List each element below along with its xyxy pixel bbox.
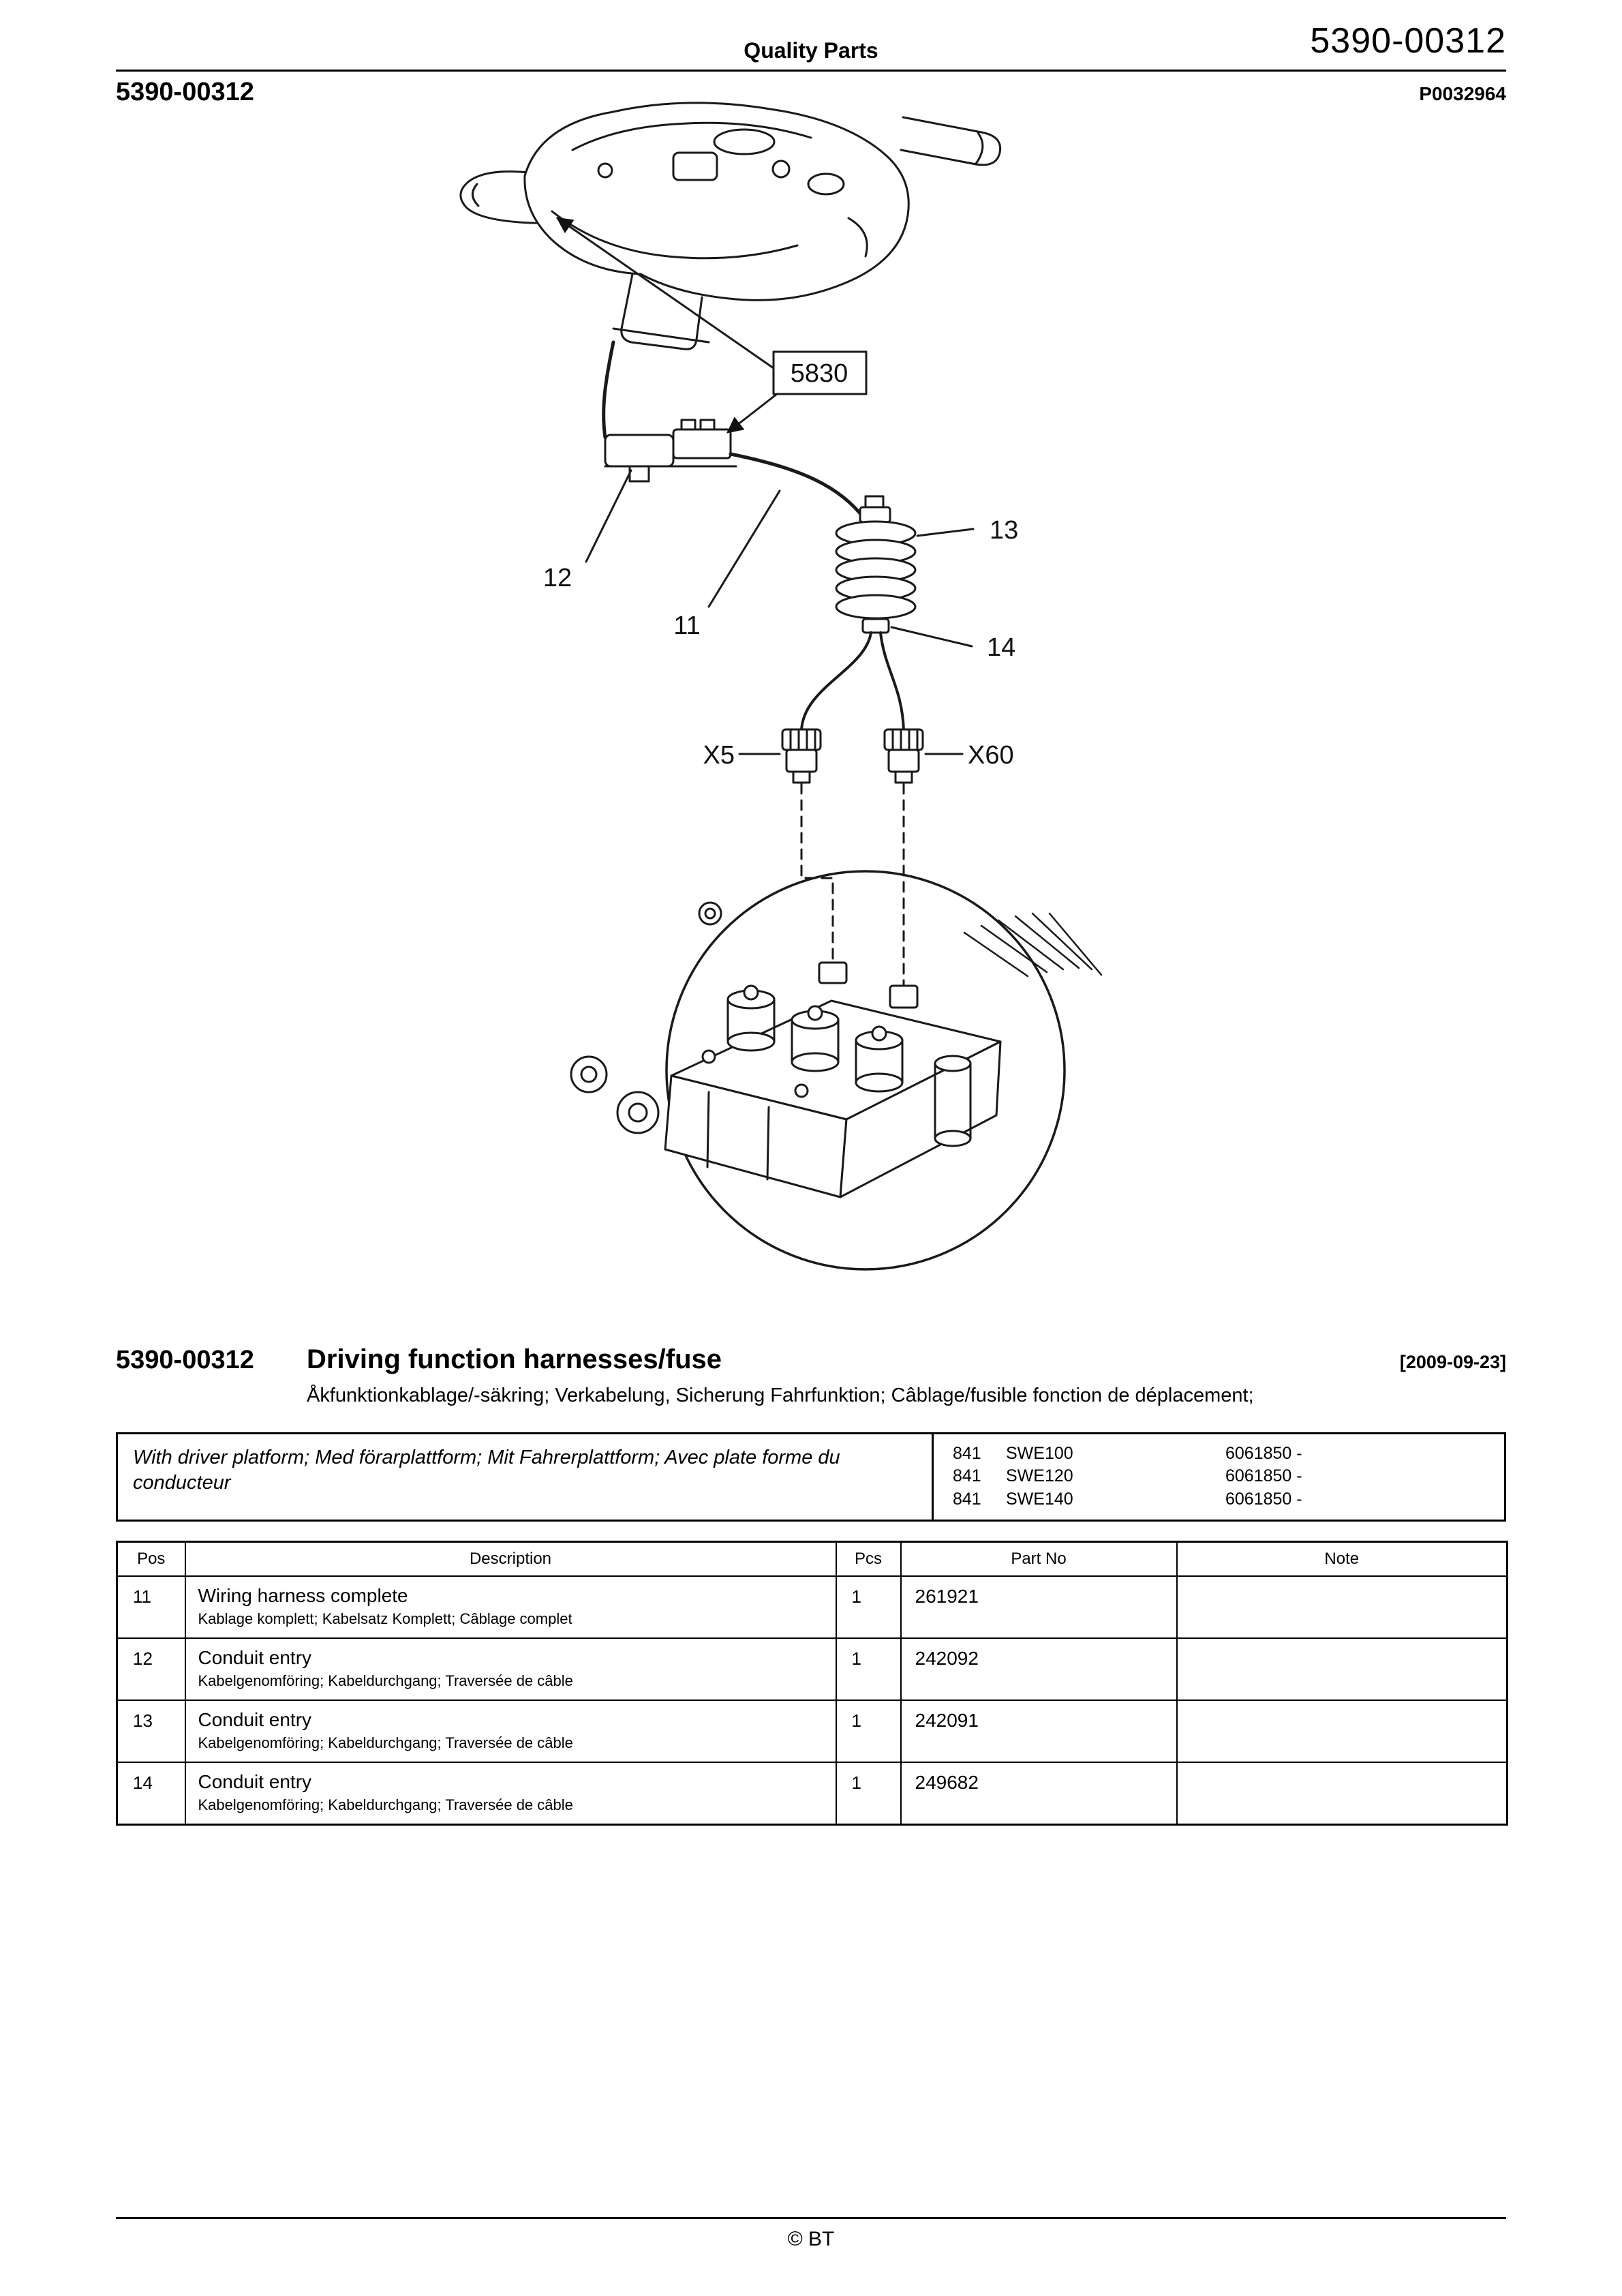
cell-pcs: 1 [836, 1762, 901, 1825]
cell-pos: 13 [117, 1700, 185, 1762]
leader-pos12 [586, 470, 631, 562]
parts-table-header-row [117, 1541, 1508, 1576]
leader-pos14 [891, 627, 972, 646]
callout-label-5830: 5830 [790, 359, 848, 388]
cell-pcs: 1 [836, 1576, 901, 1638]
cell-description [185, 1762, 836, 1825]
section-title: Driving function harnesses/fuse [307, 1344, 722, 1374]
model-code: 841 [953, 1443, 981, 1463]
tiller-head-art [461, 103, 1000, 349]
cell-pcs: 1 [836, 1700, 901, 1762]
model-name: SWE100 [1006, 1443, 1073, 1463]
description-alt: Kablage komplett; Kabelsatz Komplett; Câblage complet [198, 1610, 572, 1627]
cell-part-no: 249682 [901, 1762, 1177, 1825]
section-date: [2009-09-23] [1399, 1352, 1506, 1372]
leader-pos13 [917, 529, 973, 536]
label-pos-11: 11 [673, 611, 701, 640]
parts-section [116, 1344, 1506, 1826]
image-reference: P0032964 [1419, 83, 1506, 104]
callout-arrow-to-connector [728, 394, 777, 432]
x60-connector-art [885, 729, 923, 783]
label-pos-13: 13 [990, 516, 1019, 545]
cell-part-no: 242092 [901, 1638, 1177, 1700]
model-code: 841 [953, 1490, 981, 1509]
leader-pos11 [709, 491, 780, 607]
cell-part-no: 242091 [901, 1700, 1177, 1762]
table-row [117, 1762, 1508, 1825]
connector-assembly-art [605, 420, 736, 481]
doc-number-top-right: 5390-00312 [1310, 21, 1506, 61]
x5-connector-art [782, 729, 821, 783]
cell-note [1177, 1576, 1508, 1638]
description-main: Conduit entry [198, 1770, 312, 1792]
description-main: Conduit entry [198, 1708, 312, 1730]
description-main: Wiring harness complete [198, 1584, 408, 1606]
model-serial: 6061850 - [1225, 1490, 1302, 1509]
diagram-svg [232, 89, 1390, 1309]
applicability-text: With driver platform; Med förarplattform; Mit Fahrerplattform; Avec plate forme du conducteur [133, 1446, 840, 1494]
harness-sweep-art [731, 454, 870, 526]
model-name: SWE140 [1006, 1490, 1073, 1509]
cell-part-no: 261921 [901, 1576, 1177, 1638]
label-pos-14: 14 [987, 633, 1016, 662]
cell-note [1177, 1638, 1508, 1700]
model-serial: 6061850 - [1225, 1443, 1302, 1463]
col-header-pcs: Pcs [836, 1541, 901, 1576]
cell-note [1177, 1700, 1508, 1762]
cell-description [185, 1576, 836, 1638]
section-heading [116, 1344, 1506, 1375]
col-header-description: Description [185, 1541, 836, 1576]
doc-number-left: 5390-00312 [116, 78, 254, 106]
cell-description [185, 1700, 836, 1762]
footer-copyright: © BT [787, 2228, 835, 2250]
applicability-models [932, 1434, 1504, 1520]
model-row [953, 1488, 1497, 1511]
label-x60: X60 [968, 741, 1014, 770]
cell-pos: 14 [117, 1762, 185, 1825]
description-alt: Kabelgenomföring; Kabeldurchgang; Traversée de câble [198, 1672, 573, 1689]
header-rule [116, 70, 1506, 72]
header-center-title: Quality Parts [744, 38, 878, 63]
technical-diagram [232, 89, 1390, 1316]
cell-description [185, 1638, 836, 1700]
cell-pcs: 1 [836, 1638, 901, 1700]
wire-to-x5 [801, 633, 871, 731]
section-subtitle: Åkfunktionkablage/-säkring; Verkabelung, Sicherung Fahrfunktion; Câblage/fusible fonction de déplacement; [307, 1385, 1254, 1406]
col-header-pos: Pos [117, 1541, 185, 1576]
cell-note [1177, 1762, 1508, 1825]
table-row [117, 1638, 1508, 1700]
footer-rule [116, 2217, 1506, 2219]
col-header-note: Note [1177, 1541, 1508, 1576]
model-name: SWE120 [1006, 1466, 1073, 1486]
applicability-box [116, 1432, 1506, 1522]
cell-pos: 11 [117, 1576, 185, 1638]
coil-conduit-art [836, 496, 915, 633]
parts-table [116, 1541, 1508, 1826]
harness-cable-art [604, 342, 613, 438]
wire-to-x60 [881, 633, 904, 731]
model-serial: 6061850 - [1225, 1466, 1302, 1486]
table-row [117, 1700, 1508, 1762]
model-code: 841 [953, 1466, 981, 1486]
cell-pos: 12 [117, 1638, 185, 1700]
diagram-labels [543, 359, 1018, 770]
description-alt: Kabelgenomföring; Kabeldurchgang; Traversée de câble [198, 1734, 573, 1751]
description-main: Conduit entry [198, 1646, 312, 1668]
label-x5: X5 [703, 741, 735, 770]
col-header-part-no: Part No [901, 1541, 1177, 1576]
model-row [953, 1442, 1497, 1466]
description-alt: Kabelgenomföring; Kabeldurchgang; Traversée de câble [198, 1796, 573, 1813]
label-pos-12: 12 [542, 564, 572, 592]
table-row [117, 1576, 1508, 1638]
model-row [953, 1465, 1497, 1488]
section-doc-number: 5390-00312 [116, 1346, 254, 1374]
